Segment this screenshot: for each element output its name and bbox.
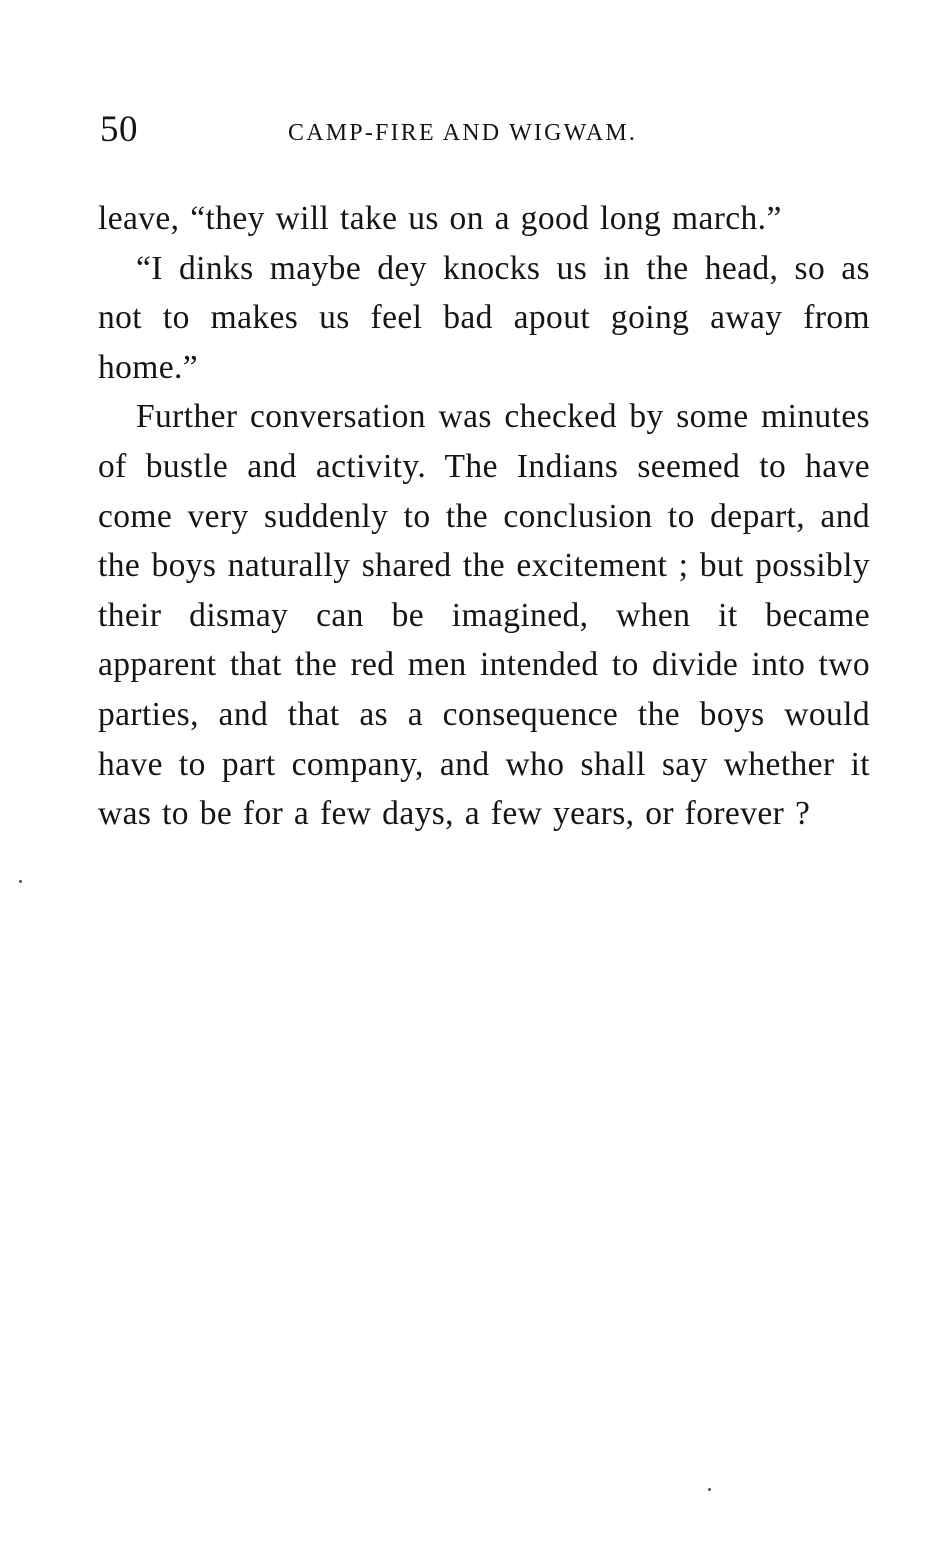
paragraph-continued: leave, “they will take us on a good long march.”: [98, 200, 782, 237]
page-number: 50: [100, 109, 138, 150]
paragraph-dialogue: “I dinks maybe dey knocks us in the head, so as not to makes us feel bad apout going away from home.”: [98, 249, 870, 386]
paper-speck: [19, 880, 22, 883]
body-text: [98, 194, 870, 839]
paragraph-narrative: Further conversation was checked by some minutes of bustle and activity. The Indians seemed to have come very suddenly to the conclusion to depart, and the boys naturally shared the excitement ; but possibly their dismay can be imagined, when it became apparent that the red men intended to divide into two parties, and that as a consequence the boys would have to part company, and who shall say whether it was to be for a few days, a few years, or forever ?: [98, 398, 870, 833]
running-head: [100, 110, 870, 150]
paper-speck: [708, 1488, 711, 1491]
running-title: CAMP-FIRE AND WIGWAM.: [288, 120, 638, 146]
